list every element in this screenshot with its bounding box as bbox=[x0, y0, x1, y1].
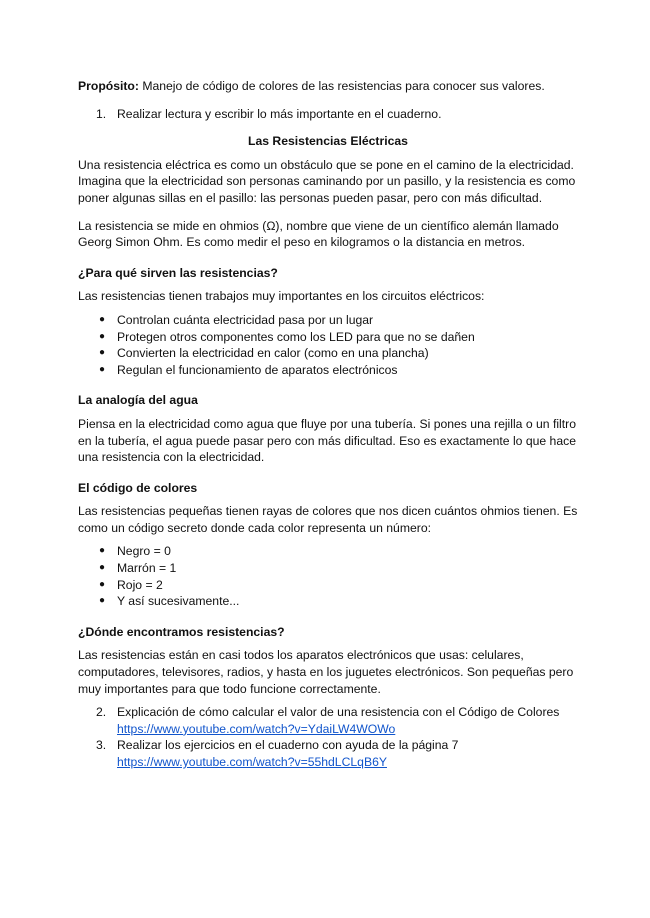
bullet-text: Regulan el funcionamiento de aparatos electrónicos bbox=[117, 362, 398, 377]
step-text: Explicación de cómo calcular el valor de una resistencia con el Código de Colores bbox=[117, 705, 560, 720]
bullet-list bbox=[78, 312, 578, 378]
section-donde-encontramos bbox=[78, 624, 578, 697]
section-heading: El código de colores bbox=[78, 480, 198, 495]
youtube-link[interactable]: https://www.youtube.com/watch?v=YdaiLW4WOWo bbox=[117, 721, 396, 736]
bullet-item bbox=[78, 543, 578, 560]
section-analogia-agua bbox=[78, 392, 578, 465]
bullet-text: Convierten la electricidad en calor (como en una plancha) bbox=[117, 346, 429, 361]
bullet-item bbox=[78, 345, 578, 362]
section-heading: ¿Dónde encontramos resistencias? bbox=[78, 624, 285, 639]
bullet-text: Y así sucesivamente... bbox=[117, 594, 240, 609]
step-text: Realizar lectura y escribir lo más importante en el cuaderno. bbox=[117, 106, 442, 121]
document-title: Las Resistencias Eléctricas bbox=[248, 134, 408, 149]
bullet-item bbox=[78, 593, 578, 610]
step-item bbox=[78, 737, 578, 770]
bullet-icon: ● bbox=[99, 313, 106, 325]
bullet-text: Rojo = 2 bbox=[117, 577, 163, 592]
bullet-item bbox=[78, 329, 578, 346]
bullet-text: Marrón = 1 bbox=[117, 561, 177, 576]
bullet-icon: ● bbox=[99, 545, 106, 557]
intro-paragraph: Una resistencia eléctrica es como un obstáculo que se pone en el camino de la electricidad. Imagina que la electricidad son personas caminando por un pasillo, y la resistencia es como poner algunas sillas en el pasillo: las personas pueden pasar, pero con más dificultad. bbox=[78, 157, 576, 205]
step-item bbox=[78, 704, 578, 737]
document-page bbox=[78, 78, 578, 771]
intro-paragraph: La resistencia se mide en ohmios (Ω), nombre que viene de un científico alemán llamado Georg Simon Ohm. Es como medir el peso en kilogramos o la distancia en metros. bbox=[78, 218, 559, 250]
bullet-icon: ● bbox=[99, 330, 106, 342]
section-text: Las resistencias tienen trabajos muy importantes en los circuitos eléctricos: bbox=[78, 289, 485, 304]
bullet-text: Protegen otros componentes como los LED para que no se dañen bbox=[117, 329, 475, 344]
bullet-icon: ● bbox=[99, 595, 106, 607]
section-heading: La analogía del agua bbox=[78, 393, 198, 408]
youtube-link[interactable]: https://www.youtube.com/watch?v=55hdLCLqB6Y bbox=[117, 755, 387, 769]
bullet-list bbox=[78, 543, 578, 609]
step-text: Realizar los ejercicios en el cuaderno con ayuda de la página 7 bbox=[117, 738, 459, 753]
step-number: 2. bbox=[96, 705, 107, 720]
bullet-icon: ● bbox=[99, 347, 106, 359]
steps-list-rest bbox=[78, 704, 578, 770]
bullet-icon: ● bbox=[99, 363, 106, 375]
section-para-que-sirven bbox=[78, 265, 578, 379]
purpose-text: Manejo de código de colores de las resistencias para conocer sus valores. bbox=[138, 79, 545, 93]
bullet-item bbox=[78, 560, 578, 577]
bullet-item bbox=[78, 312, 578, 329]
section-codigo-colores bbox=[78, 480, 578, 610]
bullet-item bbox=[78, 577, 578, 594]
step-number: 3. bbox=[96, 738, 107, 753]
bullet-icon: ● bbox=[99, 578, 106, 590]
bullet-item bbox=[78, 362, 578, 379]
purpose-line bbox=[78, 78, 578, 95]
section-text: Las resistencias pequeñas tienen rayas de colores que nos dicen cuántos ohmios tienen. Es como un código secreto donde cada color representa un número: bbox=[78, 504, 578, 535]
purpose-label: Propósito: bbox=[78, 79, 139, 93]
step-number: 1. bbox=[96, 106, 107, 121]
bullet-icon: ● bbox=[99, 562, 106, 574]
section-text: Piensa en la electricidad como agua que fluye por una tubería. Si pones una rejilla o un filtro en la tubería, el agua puede pasar pero con más dificultad. Eso es exactamente lo que hace una resistencia con la electricidad. bbox=[78, 416, 576, 465]
bullet-text: Negro = 0 bbox=[117, 544, 171, 559]
section-heading: ¿Para qué sirven las resistencias? bbox=[78, 265, 278, 280]
steps-list-intro bbox=[78, 106, 578, 123]
step-item bbox=[78, 106, 578, 123]
section-text: Las resistencias están en casi todos los aparatos electrónicos que usas: celulares, computadores, televisores, radios, y hasta en los juguetes electrónicos. Son pequeñas pero muy importantes para que todo funcione correctamente. bbox=[78, 648, 574, 696]
bullet-text: Controlan cuánta electricidad pasa por un lugar bbox=[117, 312, 374, 327]
